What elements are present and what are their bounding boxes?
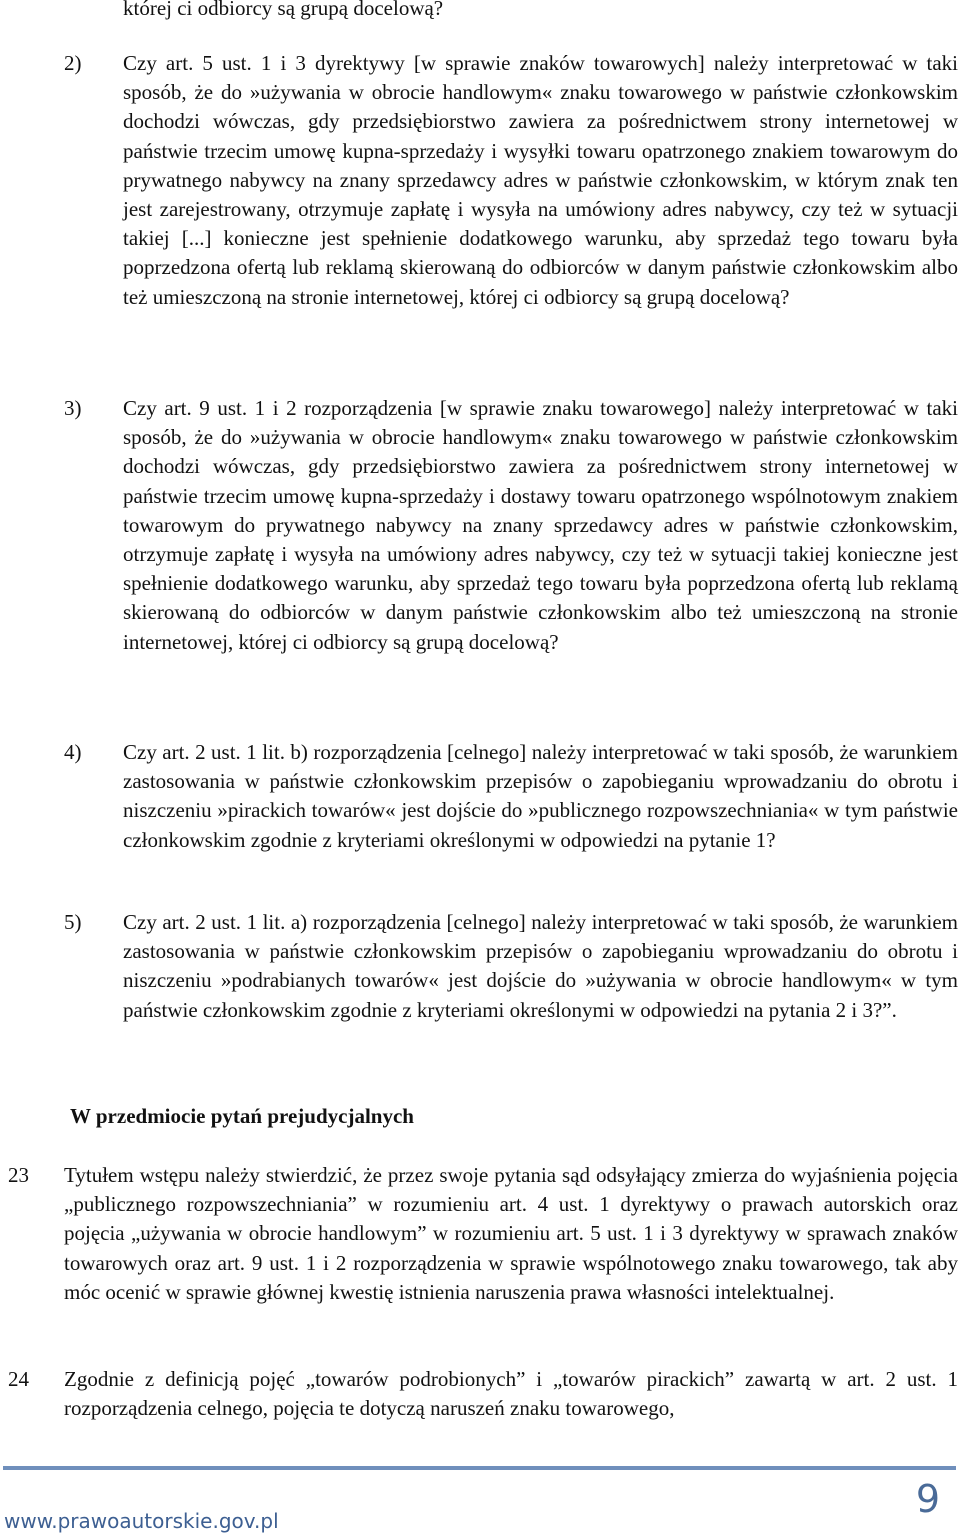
question-text: Czy art. 5 ust. 1 i 3 dyrektywy [w sprawie znaków towarowych] należy interpretować w taki sposób, że do »używania w obrocie handlowym« znaku towarowego w państwie członkowskim dochodzi wówczas, gdy przedsiębiorstwo zawiera za pośrednictwem strony internetowej w państwie trzecim umowę kupna-sprzedaży i wysyłki towaru opatrzonego znakiem towarowym do prywatnego nabywcy na znany sprzedawcy adres w państwie członkowskim, w którym znak ten jest zarejestrowany, otrzymuje zapłatę i wysyła na umówiony adres nabywcy, czy też w sytuacji takiej [...] konieczne jest spełnienie dodatkowego warunku, aby sprzedaż tego towaru była poprzedzona ofertą lub reklamą skierowaną do odbiorców w danym państwie członkowskim albo też umieszczoną na stronie internetowej, której ci odbiorcy są grupą docelową? [123,51,958,309]
question-item [64,49,958,312]
paragraph-number: 23 [8,1163,29,1187]
question-item [64,394,958,657]
question-text: Czy art. 9 ust. 1 i 2 rozporządzenia [w sprawie znaku towarowego] należy interpretować w taki sposób, że do »używania w obrocie handlowym« znaku towarowego w państwie członkowskim dochodzi wówczas, gdy przedsiębiorstwo zawiera za pośrednictwem strony internetowej w państwie trzecim umowę kupna-sprzedaży i dostawy towaru opatrzonego wspólnotowym znakiem towarowym do prywatnego nabywcy na znany sprzedawcy adres w państwie członkowskim, otrzymuje zapłatę i wysyła na umówiony adres nabywcy, czy też w sytuacji takiej konieczne jest spełnienie dodatkowego warunku, aby sprzedaż tego towaru była poprzedzona ofertą lub reklamą skierowaną do odbiorców w danym państwie członkowskim albo też umieszczoną na stronie internetowej, której ci odbiorcy są grupą docelową? [123,396,958,654]
paragraph-number: 24 [8,1367,29,1391]
question-text: Czy art. 2 ust. 1 lit. a) rozporządzenia [celnego] należy interpretować w taki sposób, że warunkiem zastosowania w państwie członkowskim przepisów o zapobieganiu wprowadzaniu do obrotu i niszczeniu »podrabianych towarów« jest dojście do »używania w obrocie handlowym« w tym państwie członkowskim zgodnie z kryteriami określonymi w odpowiedzi na pytania 2 i 3?”. [123,910,958,1022]
question-item [64,738,958,855]
numbered-paragraph [8,1365,958,1423]
section-heading: W przedmiocie pytań prejudycjalnych [70,1104,414,1128]
question-item [64,908,958,1025]
question-number: 5) [64,910,82,934]
paragraph-text: Zgodnie z definicją pojęć „towarów podrobionych” i „towarów pirackich” zawartą w art. 2 ust. 1 rozporządzenia celnego, pojęcia te dotyczą naruszeń znaku towarowego, [64,1367,958,1421]
paragraph-text: Tytułem wstępu należy stwierdzić, że przez swoje pytania sąd odsyłający zmierza do wyjaśnienia pojęcia „publicznego rozpowszechniania” w rozumieniu art. 4 ust. 1 dyrektywy o prawach autorskich oraz pojęcia „używania w obrocie handlowym” w rozumieniu art. 5 ust. 1 i 3 dyrektywy w sprawach znaków towarowych oraz art. 9 ust. 1 i 2 rozporządzenia w sprawie wspólnotowego znaku towarowego, tak aby móc ocenić w sprawie głównej kwestię istnienia naruszenia prawa własności intelektualnej. [64,1163,958,1304]
question-number: 2) [64,51,82,75]
continuation-text: której ci odbiorcy są grupą docelową? [123,0,444,20]
footer-url: www.prawoautorskie.gov.pl [4,1509,279,1533]
question-number: 4) [64,740,82,764]
footer-divider [3,1466,956,1470]
numbered-paragraph [8,1161,958,1307]
question-number: 3) [64,396,82,420]
question-text: Czy art. 2 ust. 1 lit. b) rozporządzenia [celnego] należy interpretować w taki sposób, że warunkiem zastosowania w państwie członkowskim przepisów o zapobieganiu wprowadzaniu do obrotu i niszczeniu »pirackich towarów« jest dojście do »publicznego rozpowszechniania« w tym państwie członkowskim zgodnie z kryteriami określonymi w odpowiedzi na pytanie 1? [123,740,958,852]
page-number: 9 [915,1477,940,1521]
